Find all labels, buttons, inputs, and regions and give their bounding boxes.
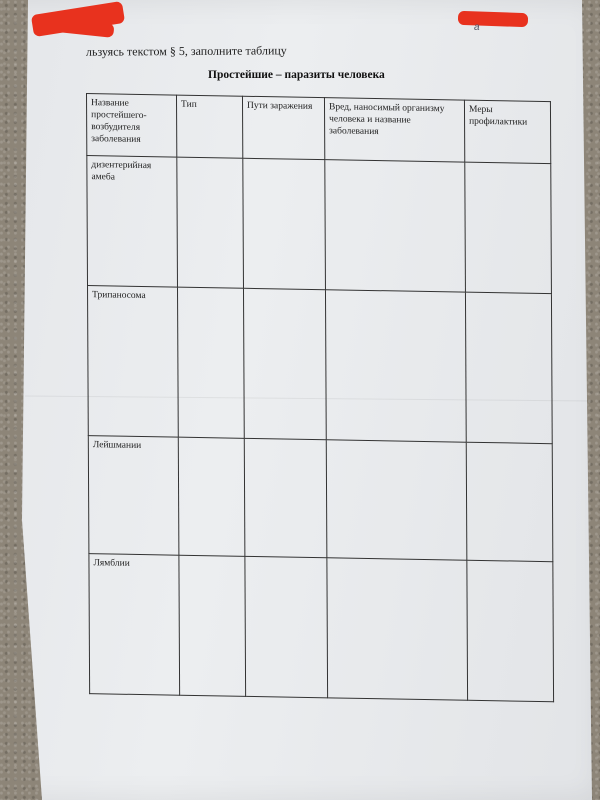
table-row [88, 286, 553, 444]
column-header-name: Название простейшего-возбудителя заболевания [87, 94, 177, 158]
table-row [87, 156, 552, 294]
empty-cell[interactable] [245, 556, 328, 697]
empty-cell[interactable] [465, 162, 552, 294]
table-row [88, 436, 553, 562]
empty-cell[interactable] [179, 555, 246, 696]
empty-cell[interactable] [325, 160, 466, 292]
column-header-type: Тип [176, 95, 242, 158]
row-name-cell: дизентерийная амеба [87, 156, 178, 288]
table-title: Простейшие – паразиты человека [208, 69, 385, 81]
instruction-text: льзуясь текстом § 5, заполните таблицу [85, 43, 287, 59]
row-name-cell: Трипаносома [88, 286, 179, 438]
parasites-table [86, 93, 554, 702]
empty-cell[interactable] [465, 292, 552, 444]
empty-cell[interactable] [178, 437, 245, 556]
table-row [89, 554, 554, 702]
row-name-cell: Лейшмании [88, 436, 179, 556]
table-header-row [87, 94, 551, 164]
empty-cell[interactable] [177, 157, 244, 288]
empty-cell[interactable] [467, 560, 554, 702]
empty-cell[interactable] [244, 438, 327, 557]
empty-cell[interactable] [325, 290, 466, 442]
empty-cell[interactable] [466, 442, 553, 562]
empty-cell[interactable] [327, 558, 468, 700]
column-header-infection-routes: Пути заражения [242, 96, 324, 159]
column-header-prevention: Меры профилактики [464, 100, 550, 164]
empty-cell[interactable] [243, 158, 326, 289]
corner-mark: а [474, 22, 480, 33]
redacted-scribble [458, 11, 528, 27]
column-header-harm-disease: Вред, наносимый организму человека и название заболевания [324, 98, 464, 162]
row-name-cell: Лямблии [89, 554, 180, 696]
table-container [86, 93, 554, 702]
empty-cell[interactable] [177, 287, 244, 438]
empty-cell[interactable] [326, 440, 467, 560]
empty-cell[interactable] [243, 288, 326, 439]
